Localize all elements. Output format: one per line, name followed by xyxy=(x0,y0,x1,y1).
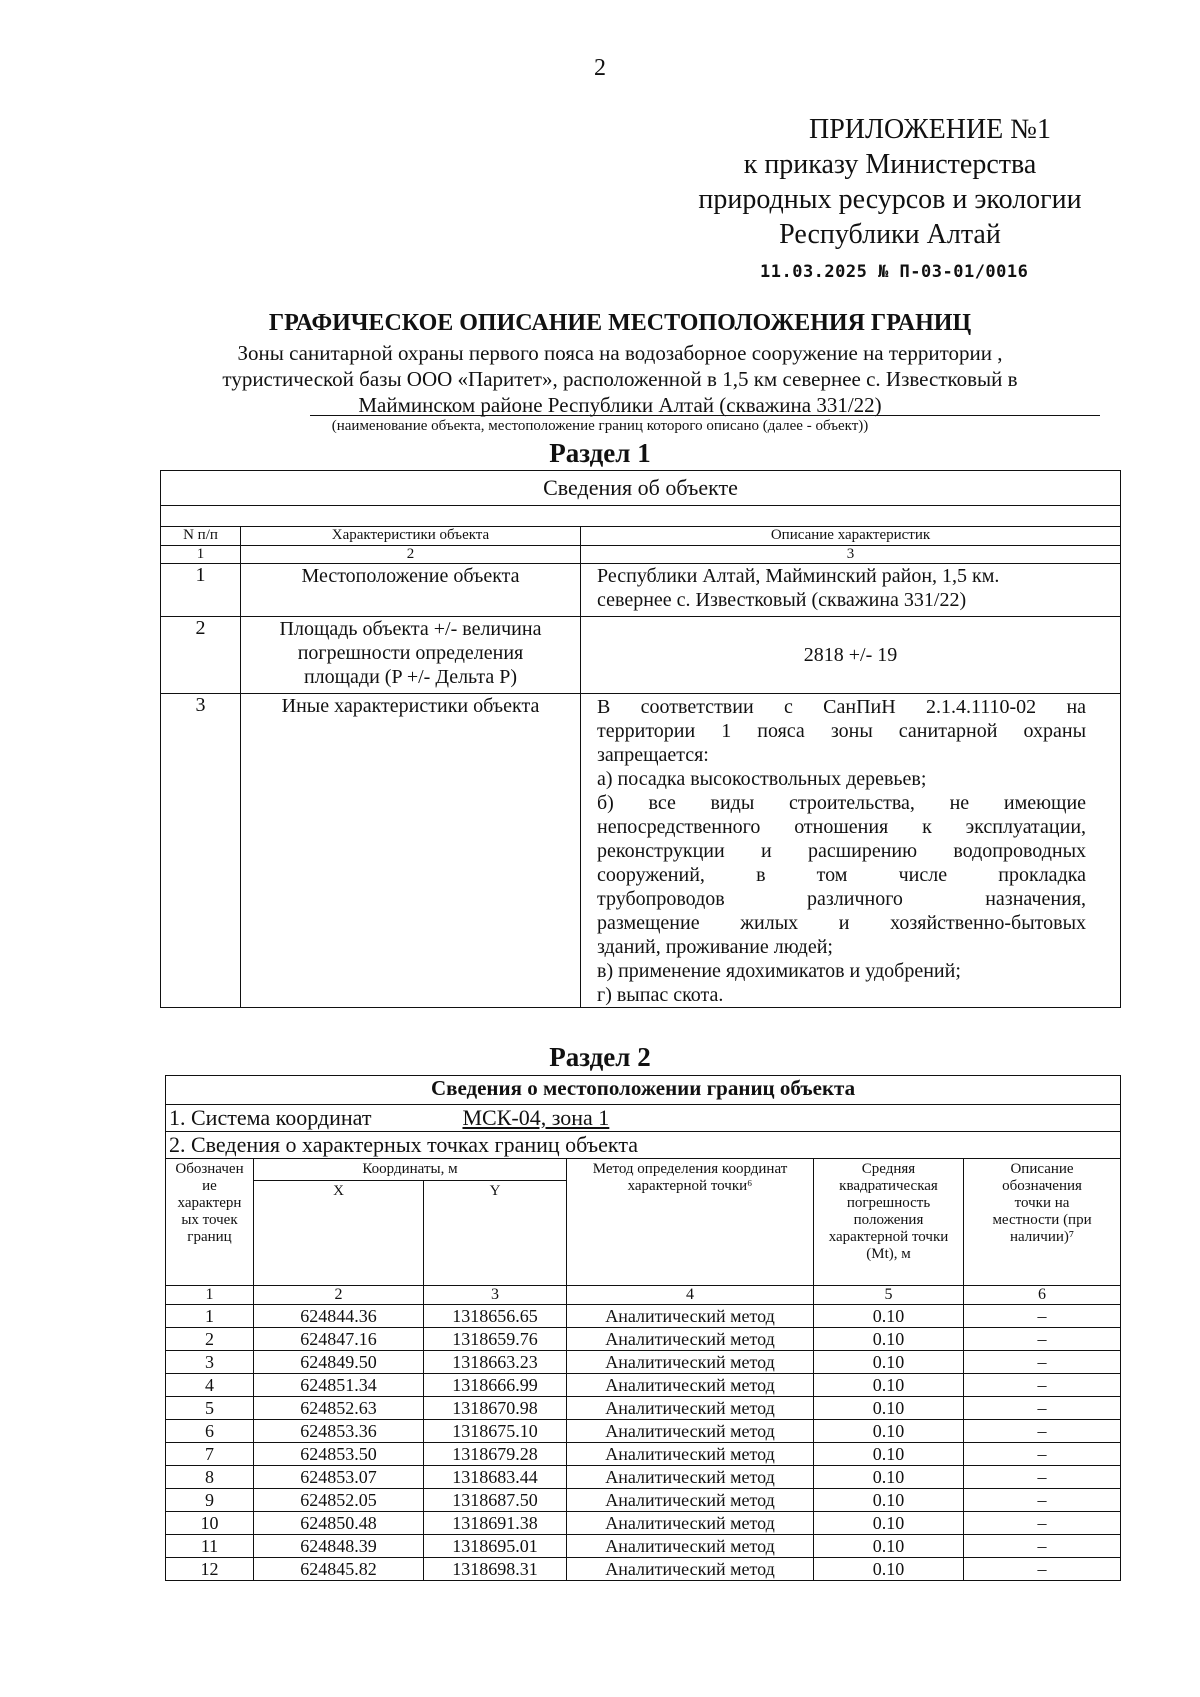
value-line: территории 1 пояса зоны санитарной охраны xyxy=(597,720,1087,742)
point-description: – xyxy=(964,1512,1121,1535)
point-method: Аналитический метод xyxy=(567,1305,814,1328)
header-x: X xyxy=(254,1181,424,1286)
object-subject xyxy=(150,340,1090,418)
point-error: 0.10 xyxy=(814,1305,964,1328)
point-y: 1318670.98 xyxy=(424,1397,567,1420)
value-line: б) все виды строительства, не имеющие xyxy=(597,792,1087,814)
point-y: 1318663.23 xyxy=(424,1351,567,1374)
value-line: зданий, проживание людей; xyxy=(597,936,833,958)
point-method: Аналитический метод xyxy=(567,1420,814,1443)
point-y: 1318687.50 xyxy=(424,1489,567,1512)
header-line: точки на xyxy=(1014,1195,1070,1211)
characteristic-line: площади (P +/- Дельта P) xyxy=(303,666,518,688)
point-x: 624852.05 xyxy=(254,1489,424,1512)
coord-system-value: МСК-04, зона 1 xyxy=(462,1105,610,1130)
appendix-line-4: Республики Алтай xyxy=(779,219,1001,250)
point-error: 0.10 xyxy=(814,1535,964,1558)
point-y: 1318698.31 xyxy=(424,1558,567,1581)
point-description: – xyxy=(964,1420,1121,1443)
point-number: 2 xyxy=(166,1328,254,1351)
col-number: 2 xyxy=(254,1286,424,1305)
point-x: 624850.48 xyxy=(254,1512,424,1535)
header-line: (Mt), м xyxy=(866,1246,911,1262)
point-description: – xyxy=(964,1351,1121,1374)
header-line: Обозначен xyxy=(175,1161,244,1177)
row-value xyxy=(581,694,1121,1008)
col-header-characteristic: Характеристики объекта xyxy=(241,527,581,546)
point-number: 1 xyxy=(166,1305,254,1328)
section-1-title: Раздел 1 xyxy=(549,438,651,468)
table-row xyxy=(166,1466,1121,1489)
document-title: ГРАФИЧЕСКОЕ ОПИСАНИЕ МЕСТОПОЛОЖЕНИЯ ГРАНИЦ xyxy=(268,310,972,336)
col-number: 1 xyxy=(166,1286,254,1305)
points-section-title: 2. Сведения о характерных точках границ объекта xyxy=(166,1132,1121,1159)
header-line: положения xyxy=(853,1212,924,1228)
point-method: Аналитический метод xyxy=(567,1466,814,1489)
appendix-header xyxy=(640,112,1140,252)
point-description: – xyxy=(964,1443,1121,1466)
page-number: 2 xyxy=(594,55,606,81)
appendix-line-2: к приказу Министерства xyxy=(743,149,1037,180)
col-header-description: Описание характеристик xyxy=(581,527,1121,546)
object-info-table xyxy=(160,470,1121,1008)
point-number: 10 xyxy=(166,1512,254,1535)
value-line: размещение жилых и хозяйственно-бытовых xyxy=(597,912,1087,934)
header-line: Описание xyxy=(1010,1161,1074,1177)
boundary-points-table xyxy=(165,1075,1121,1581)
point-error: 0.10 xyxy=(814,1351,964,1374)
point-x: 624845.82 xyxy=(254,1558,424,1581)
point-error: 0.10 xyxy=(814,1374,964,1397)
section-2-title: Раздел 2 xyxy=(549,1042,651,1072)
header-line: квадратическая xyxy=(839,1178,938,1194)
appendix-title: ПРИЛОЖЕНИЕ №1 xyxy=(809,114,1051,145)
point-x: 624844.36 xyxy=(254,1305,424,1328)
point-x: 624853.50 xyxy=(254,1443,424,1466)
point-error: 0.10 xyxy=(814,1489,964,1512)
point-method: Аналитический метод xyxy=(567,1512,814,1535)
point-error: 0.10 xyxy=(814,1558,964,1581)
value-line: запрещается: xyxy=(597,744,709,766)
table-row xyxy=(166,1374,1121,1397)
coord-system-label: 1. Система координат xyxy=(169,1105,372,1130)
coord-system-row xyxy=(166,1105,1121,1132)
point-y: 1318675.10 xyxy=(424,1420,567,1443)
value-line: реконструкции и расширению водопроводных xyxy=(597,840,1087,862)
point-y: 1318683.44 xyxy=(424,1466,567,1489)
col-number-3: 3 xyxy=(581,546,1121,564)
header-line: характерной точки xyxy=(828,1229,949,1245)
header-line: погрешность xyxy=(846,1195,931,1211)
table-row xyxy=(166,1558,1121,1581)
table-row xyxy=(161,694,1121,1008)
table-row xyxy=(166,1512,1121,1535)
header-line: Метод определения координат xyxy=(592,1161,788,1177)
table-row xyxy=(166,1443,1121,1466)
value-line: трубопроводов различного назначения, xyxy=(597,888,1087,910)
point-method: Аналитический метод xyxy=(567,1397,814,1420)
point-description: – xyxy=(964,1305,1121,1328)
header-y: Y xyxy=(424,1181,567,1286)
order-date-number: 11.03.2025 № П-03-01/0016 xyxy=(760,262,1029,282)
point-number: 5 xyxy=(166,1397,254,1420)
point-description: – xyxy=(964,1535,1121,1558)
table-row xyxy=(166,1305,1121,1328)
header-line: ие xyxy=(202,1178,217,1194)
subject-line-1: Зоны санитарной охраны первого пояса на водозаборное сооружение на территории , xyxy=(237,341,1003,365)
point-number: 9 xyxy=(166,1489,254,1512)
header-line: обозначения xyxy=(1002,1178,1082,1194)
appendix-line-3: природных ресурсов и экологии xyxy=(698,184,1082,215)
value-line: г) выпас скота. xyxy=(597,984,724,1006)
col-header-num: N п/п xyxy=(161,527,241,546)
header-coordinates: Координаты, м xyxy=(254,1159,567,1181)
table-row xyxy=(166,1489,1121,1512)
header-line: Средняя xyxy=(861,1161,916,1177)
point-description: – xyxy=(964,1328,1121,1351)
value-line: Республики Алтай, Майминский район, 1,5 км. xyxy=(597,565,1000,587)
point-error: 0.10 xyxy=(814,1466,964,1489)
value-line: а) посадка высокоствольных деревьев; xyxy=(597,768,927,790)
row-characteristic: Иные характеристики объекта xyxy=(241,694,581,1008)
table-row xyxy=(161,564,1121,617)
point-description: – xyxy=(964,1397,1121,1420)
point-number: 7 xyxy=(166,1443,254,1466)
blank-row xyxy=(161,506,1121,527)
point-x: 624847.16 xyxy=(254,1328,424,1351)
row-value: 2818 +/- 19 xyxy=(581,617,1121,694)
point-x: 624849.50 xyxy=(254,1351,424,1374)
subject-note: (наименование объекта, местоположение границ которого описано (далее - объект)) xyxy=(331,418,869,434)
value-line: В соответствии с СанПиН 2.1.4.1110-02 на xyxy=(597,696,1087,718)
point-y: 1318695.01 xyxy=(424,1535,567,1558)
header-line: местности (при xyxy=(992,1212,1092,1228)
characteristic-line: погрешности определения xyxy=(297,642,524,664)
col-number: 4 xyxy=(567,1286,814,1305)
col-number: 6 xyxy=(964,1286,1121,1305)
value-line: в) применение ядохимикатов и удобрений; xyxy=(597,960,961,982)
point-y: 1318656.65 xyxy=(424,1305,567,1328)
point-number: 12 xyxy=(166,1558,254,1581)
header-line: характерной точки⁶ xyxy=(627,1178,753,1194)
points-body xyxy=(166,1305,1121,1581)
point-method: Аналитический метод xyxy=(567,1374,814,1397)
row-value xyxy=(581,564,1121,617)
row-characteristic: Местоположение объекта xyxy=(241,564,581,617)
point-error: 0.10 xyxy=(814,1512,964,1535)
object-info-table-title: Сведения об объекте xyxy=(161,471,1121,506)
point-method: Аналитический метод xyxy=(567,1489,814,1512)
header-description xyxy=(964,1159,1121,1286)
table-row xyxy=(166,1420,1121,1443)
value-line: непосредственного отношения к эксплуатации, xyxy=(597,816,1087,838)
header-line: характерн xyxy=(177,1195,242,1211)
header-method xyxy=(567,1159,814,1286)
col-number-2: 2 xyxy=(241,546,581,564)
row-num: 2 xyxy=(161,617,241,694)
point-method: Аналитический метод xyxy=(567,1558,814,1581)
point-x: 624853.36 xyxy=(254,1420,424,1443)
point-number: 4 xyxy=(166,1374,254,1397)
point-description: – xyxy=(964,1558,1121,1581)
header-line: границ xyxy=(187,1229,232,1245)
point-method: Аналитический метод xyxy=(567,1351,814,1374)
table-row xyxy=(166,1328,1121,1351)
point-number: 8 xyxy=(166,1466,254,1489)
point-y: 1318691.38 xyxy=(424,1512,567,1535)
point-number: 6 xyxy=(166,1420,254,1443)
table-row xyxy=(166,1397,1121,1420)
characteristic-line: Площадь объекта +/- величина xyxy=(279,618,542,640)
header-error xyxy=(814,1159,964,1286)
col-number: 3 xyxy=(424,1286,567,1305)
point-x: 624852.63 xyxy=(254,1397,424,1420)
point-method: Аналитический метод xyxy=(567,1443,814,1466)
col-number: 5 xyxy=(814,1286,964,1305)
subject-line-3: Майминском районе Республики Алтай (скважина 331/22) xyxy=(358,393,882,417)
point-x: 624848.39 xyxy=(254,1535,424,1558)
point-x: 624851.34 xyxy=(254,1374,424,1397)
point-number: 3 xyxy=(166,1351,254,1374)
row-characteristic xyxy=(241,617,581,694)
subject-line-2: туристической базы ООО «Паритет», расположенной в 1,5 км севернее с. Известковый в xyxy=(222,367,1018,391)
table-row xyxy=(166,1535,1121,1558)
point-y: 1318666.99 xyxy=(424,1374,567,1397)
col-number-1: 1 xyxy=(161,546,241,564)
point-error: 0.10 xyxy=(814,1328,964,1351)
header-line: наличии)⁷ xyxy=(1009,1229,1075,1245)
point-number: 11 xyxy=(166,1535,254,1558)
point-error: 0.10 xyxy=(814,1397,964,1420)
table-row xyxy=(161,617,1121,694)
table-row xyxy=(166,1351,1121,1374)
point-x: 624853.07 xyxy=(254,1466,424,1489)
header-designation xyxy=(166,1159,254,1286)
boundary-table-title: Сведения о местоположении границ объекта xyxy=(166,1076,1121,1105)
point-method: Аналитический метод xyxy=(567,1535,814,1558)
point-method: Аналитический метод xyxy=(567,1328,814,1351)
row-num: 1 xyxy=(161,564,241,617)
point-description: – xyxy=(964,1466,1121,1489)
header-line: ых точек xyxy=(181,1212,238,1228)
point-y: 1318679.28 xyxy=(424,1443,567,1466)
point-y: 1318659.76 xyxy=(424,1328,567,1351)
value-line: севернее с. Известковый (скважина 331/22) xyxy=(597,589,967,611)
point-error: 0.10 xyxy=(814,1420,964,1443)
point-description: – xyxy=(964,1374,1121,1397)
row-num: 3 xyxy=(161,694,241,1008)
point-error: 0.10 xyxy=(814,1443,964,1466)
value-line: сооружений, в том числе прокладка xyxy=(597,864,1087,886)
subject-underline xyxy=(310,415,1100,416)
point-description: – xyxy=(964,1489,1121,1512)
